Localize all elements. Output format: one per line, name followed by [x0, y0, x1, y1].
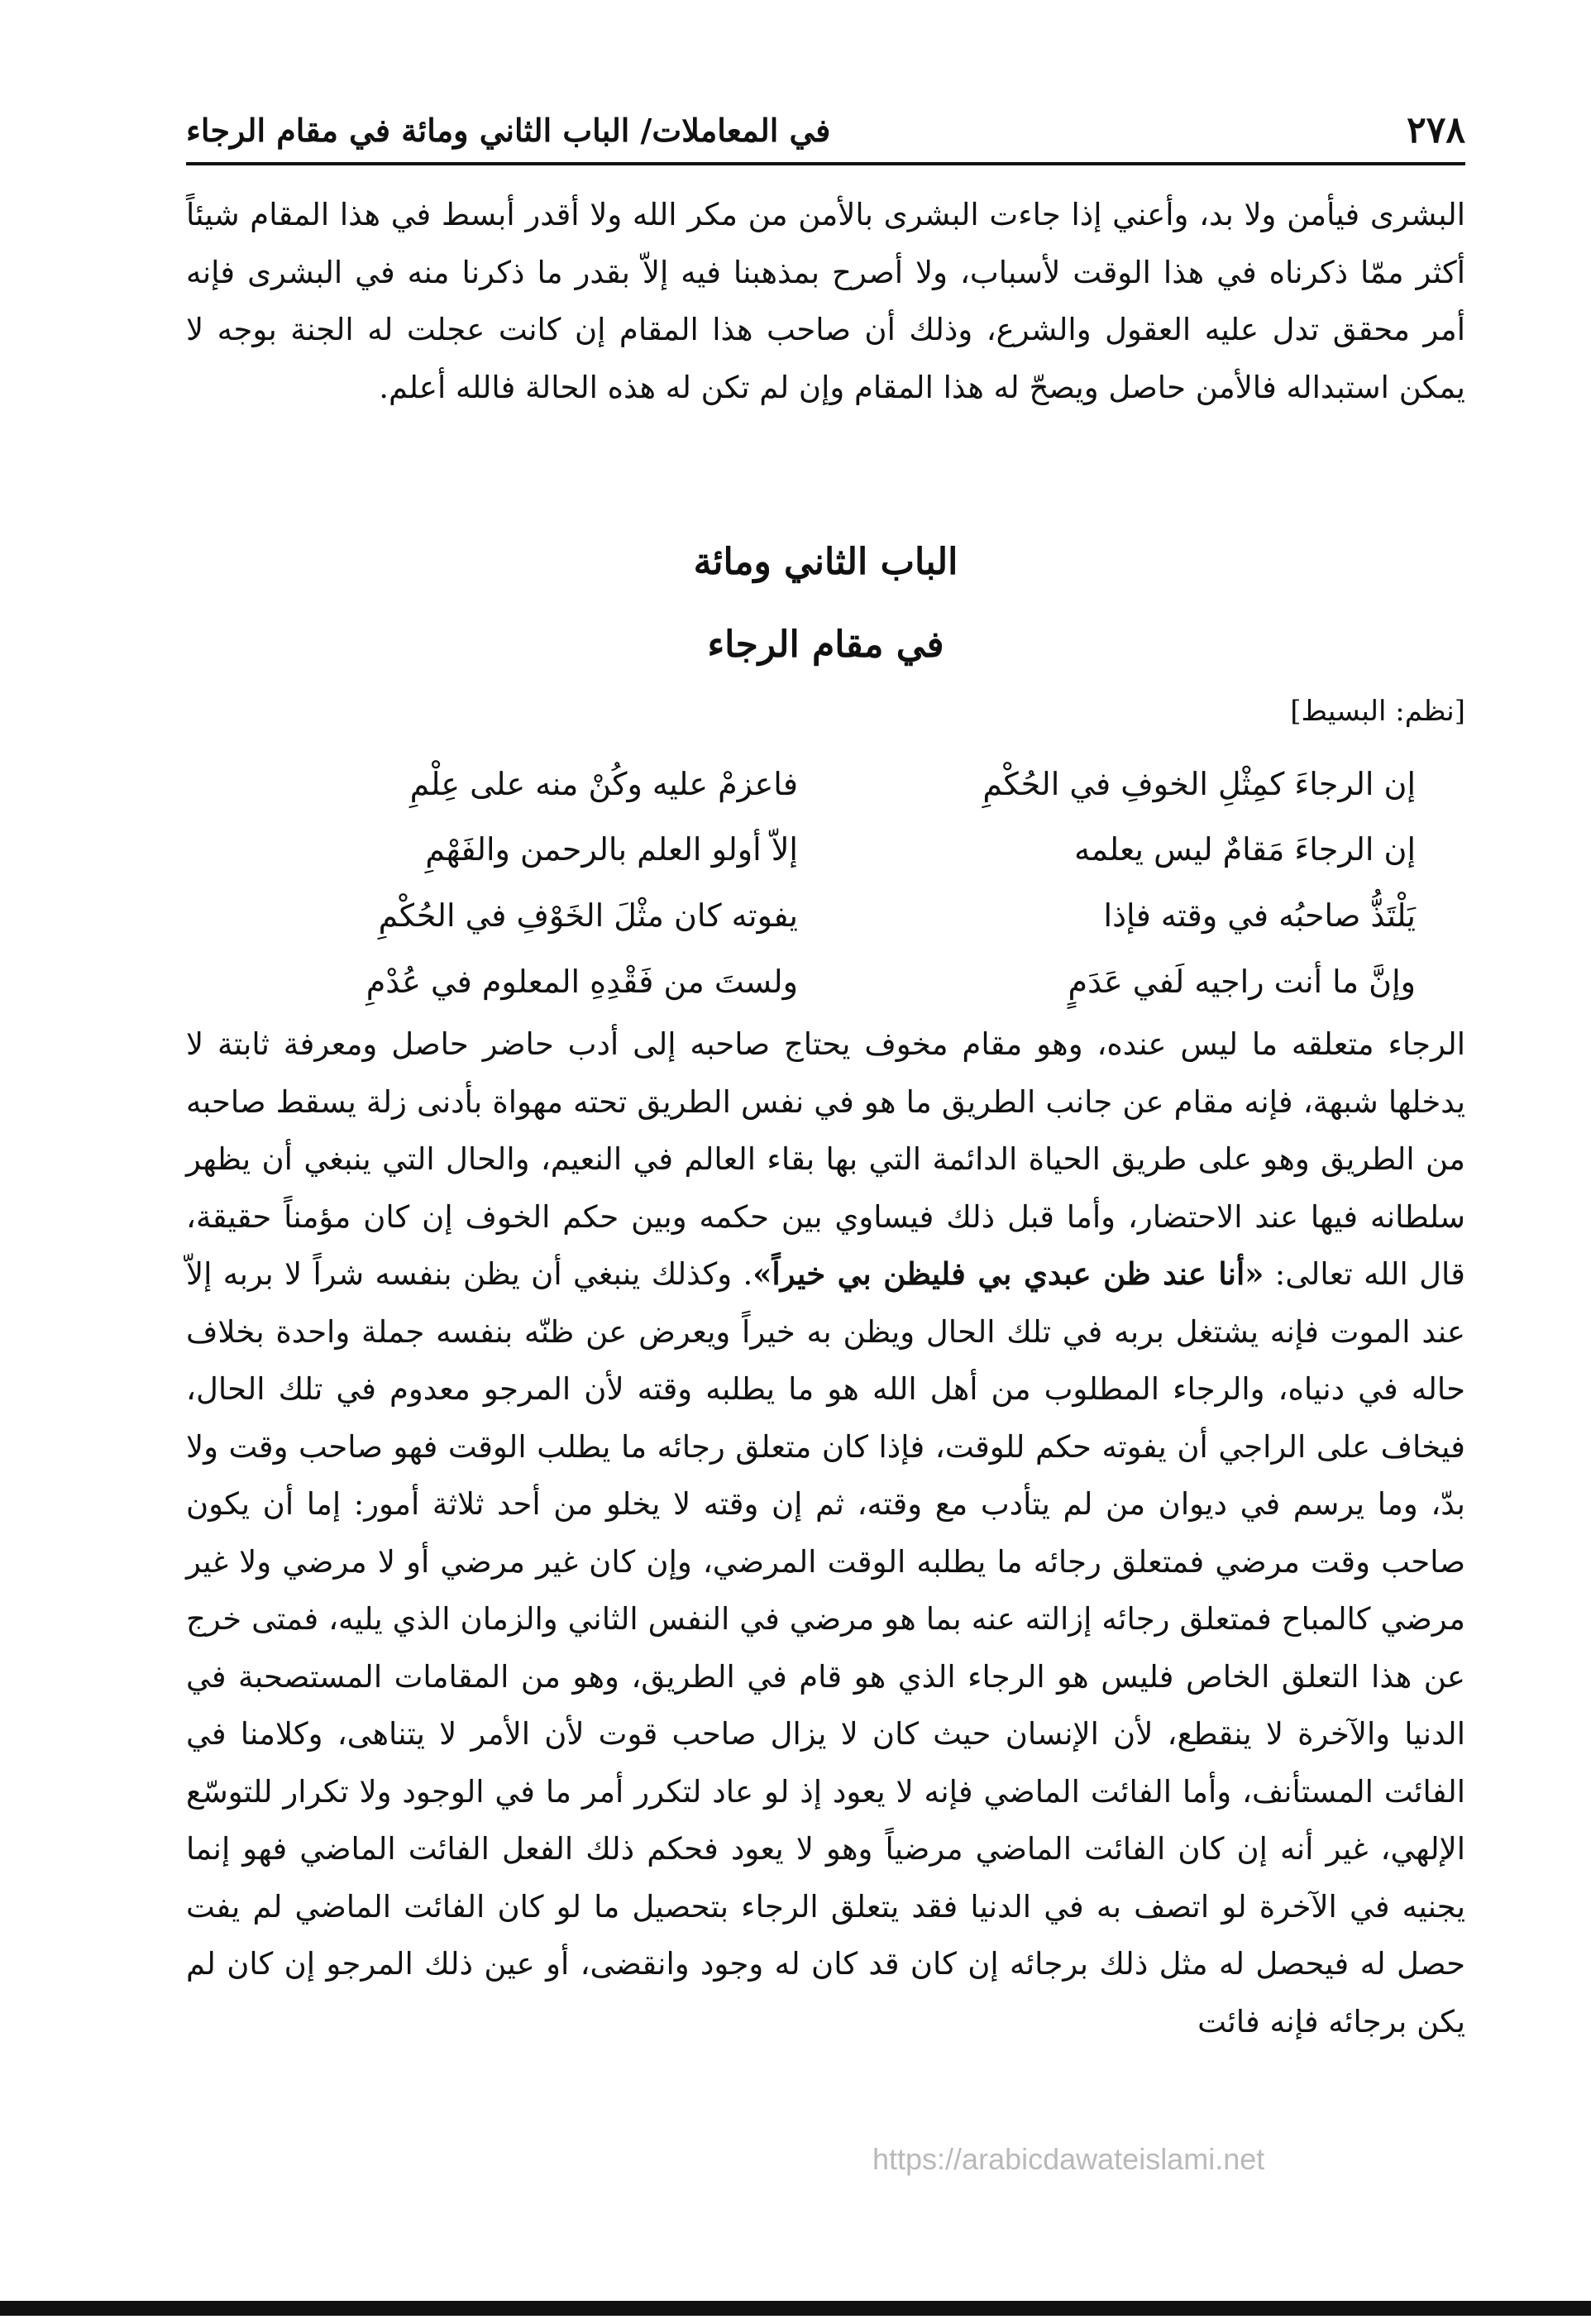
main-text-before-quote: الرجاء متعلقه ما ليس عنده، وهو مقام مخوف يحتاج صاحبه إلى أدب حاضر حاصل ومعرفة ثابتة لا يدخلها شبهة، فإنه مقام عن جانب الطريق ما هو في نفس الطريق تحته مهواة بأدنى زلة يسقط صاحبه من الطريق وهو على طريق الحياة الدائمة التي بها بقاء العالم في النعيم، والحال التي ينبغي أن يظهر سلطانه فيها عند الاحتضار، وأما قبل ذلك فيساوي بين حكمه وبين حكم الخوف إن كان مؤمناً حقيقة، قال الله تعالى:	[186, 1026, 1465, 1292]
intro-paragraph	[186, 186, 1465, 416]
hadith-quote: «أنا عند ظن عبدي بي فليظن بي خيراً»	[752, 1255, 1264, 1292]
verse-second-hemistich: يفوته كان مثْلَ الخَوْفِ في الحُكْمِ	[378, 897, 798, 934]
main-paragraph	[186, 1016, 1465, 2050]
verse-line	[186, 949, 1465, 1015]
main-text	[186, 1016, 1465, 2050]
verse-first-hemistich: إن الرجاءَ مَقامٌ ليس يعلمه	[1074, 831, 1416, 868]
chapter-title: الباب الثاني ومائة	[693, 541, 958, 583]
page-number: ٢٧٨	[1407, 109, 1465, 151]
verse-line	[186, 882, 1465, 949]
intro-text: البشرى فيأمن ولا بد، وأعني إذا جاءت البشرى بالأمن من مكر الله ولا أقدر أبسط في هذا المقام شيئاً أكثر ممّا ذكرناه في هذا الوقت لأسباب، ولا أصرح بمذهبنا فيه إلاّ بقدر ما ذكرنا منه في البشرى فإنه أمر محقق تدل عليه العقول والشرع، وذلك أن صاحب هذا المقام إن كانت عجلت له الجنة بوجه لا يمكن استبداله فالأمن حاصل ويصحّ له هذا المقام وإن لم تكن له هذه الحالة فالله أعلم.	[186, 197, 1465, 405]
running-header	[186, 106, 1465, 155]
verse-first-hemistich: يَلْتَذُّ صاحبُه في وقته فإذا	[1103, 897, 1416, 934]
running-title: في المعاملات/ الباب الثاني ومائة في مقام الرجاء	[186, 112, 831, 149]
header-divider	[186, 162, 1465, 165]
verse-second-hemistich: ولستَ من فَقْدِهِ المعلوم في عُدْمِ	[366, 964, 798, 1000]
verse-line	[186, 751, 1465, 817]
bottom-scan-border	[0, 2301, 1591, 2316]
verse-second-hemistich: إلاّ أولو العلم بالرحمن والفَهْمِ	[425, 831, 798, 868]
verse-first-hemistich: وإنَّ ما أنت راجيه لَفي عَدَمٍ	[1068, 964, 1416, 1000]
verse-first-hemistich: إن الرجاءَ كمِثْلِ الخوفِ في الحُكْمِ	[982, 766, 1416, 802]
verse-line	[186, 816, 1465, 882]
chapter-subtitle: في مقام الرجاء	[707, 624, 944, 666]
watermark-url: https://arabicdawateislami.net	[872, 2142, 1265, 2176]
meter-note: [نظم: البسيط]	[1290, 695, 1465, 728]
main-text-after-quote: . وكذلك ينبغي أن يظن بنفسه شراً لا بربه إلاّ عند الموت فإنه يشتغل بربه في تلك الحال ويظن به خيراً ويعرض عن ظنّه بنفسه جملة واحدة بخلاف حاله في دنياه، والرجاء المطلوب من أهل الله هو ما يطلبه وقته لأن المرجو معدوم في تلك الحال، فيخاف على الراجي أن يفوته حكم للوقت، فإذا كان متعلق رجائه ما يطلب الوقت فهو صاحب وقت ولا بدّ، وما يرسم في ديوان من لم يتأدب مع وقته، ثم إن وقته لا يخلو من أحد ثلاثة أمور: إما أن يكون صاحب وقت مرضي فمتعلق رجائه ما يطلبه الوقت المرضي، وإن كان غير مرضي أو لا مرضي ولا غير مرضي كالمباح فمتعلق رجائه إزالته عنه بما هو مرضي في النفس الثاني والزمان الذي يليه، فمتى خرج عن هذا التعلق الخاص فليس هو الرجاء الذي هو قام في الطريق، وهو من المقامات المستصحبة في الدنيا والآخرة لا ينقطع، لأن الإنسان حيث كان لا يزال صاحب قوت لأن الأمر لا يتناهى، وكلامنا في الفائت المستأنف، وأما الفائت الماضي فإنه لا يعود إذ لو عاد لتكرر أمر ما في الوجود ولا تكرار للتوسّع الإلهي، غير أنه إن كان الفائت الماضي مرضياً وهو لا يعود فحكم ذلك الفعل الفائت الماضي فهو إنما يجنيه في الآخرة لو اتصف به في الدنيا فقد يتعلق الرجاء بتحصيل ما لو كان الفائت الماضي لم يفت حصل له فيحصل له مثل ذلك برجائه إن كان قد كان له وجود وانقضى، أو عين ذلك المرجو إن كان لم يكن برجائه فإنه فائت	[186, 1256, 1465, 2039]
verse-second-hemistich: فاعزمْ عليه وكُنْ منه على عِلْمِ	[409, 766, 798, 802]
